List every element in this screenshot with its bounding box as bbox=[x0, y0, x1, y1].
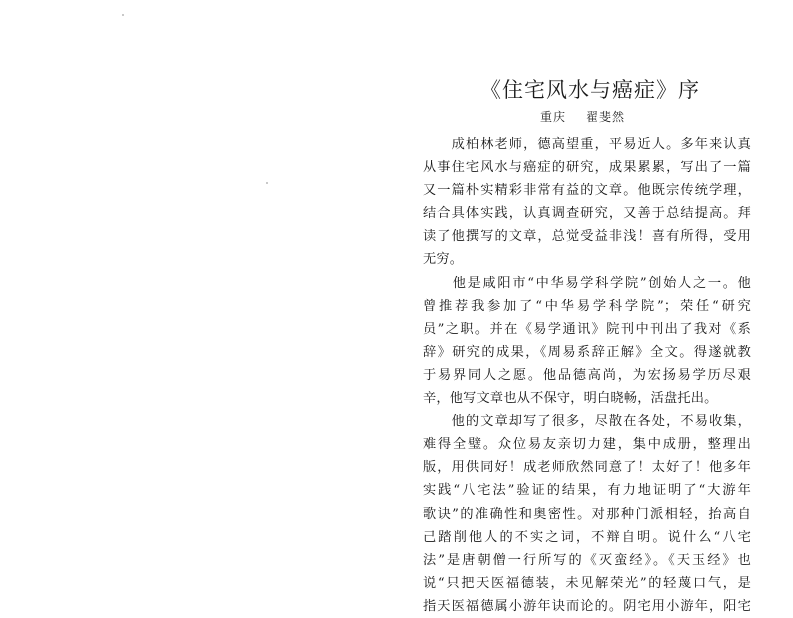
text-line: 结合具体实践，认真调查研究，又善于总结提高。拜 bbox=[423, 206, 751, 222]
text-line: 又一篇朴实精彩非常有益的文章。他既宗传统学理， bbox=[423, 183, 751, 199]
text-line: 成柏林老师，德高望重，平易近人。多年来认真 bbox=[423, 137, 751, 152]
text-line: 辞》研究的成果，《周易系辞正解》全文。得遂就教 bbox=[423, 344, 751, 360]
byline-author: 翟斐然 bbox=[586, 110, 626, 124]
text-line: 于易界同人之愿。他品德高尚，为宏扬易学历尽艰 bbox=[423, 367, 751, 383]
scan-speck bbox=[266, 182, 268, 184]
preface-body bbox=[423, 133, 751, 618]
text-line: 员”之职。并在《易学通讯》院刊中刊出了我对《系 bbox=[423, 321, 751, 337]
scan-speck bbox=[122, 14, 124, 16]
byline-place: 重庆 bbox=[540, 110, 567, 124]
text-line: 法”是唐朝僧一行所写的《灭蛮经》。《天玉经》也 bbox=[423, 552, 751, 568]
text-line: 读了他撰写的文章，总觉受益非浅！喜有所得，受用 bbox=[423, 229, 751, 245]
text-line: 辛，他写文章也从不保守，明白晓畅，活盘托出。 bbox=[423, 391, 718, 407]
text-line: 从事住宅风水与癌症的研究，成果累累，写出了一篇 bbox=[423, 160, 751, 176]
text-line: 己踏削他人的不实之词，不辩自明。说什么“八宅 bbox=[423, 529, 751, 545]
text-line: 他的文章却写了很多，尽散在各处，不易收集， bbox=[423, 414, 751, 430]
text-line: 实践“八宅法”验证的结果，有力地证明了“大游年 bbox=[423, 483, 751, 499]
preface-title: 《住宅风水与癌症》序 bbox=[480, 78, 700, 102]
text-line: 歌诀”的准确性和奥密性。对那种门派相轻，抬高自 bbox=[423, 506, 751, 522]
text-line: 无穷。 bbox=[423, 252, 464, 268]
left-page-blank bbox=[0, 0, 400, 578]
text-line: 难得全璧。众位易友亲切力建，集中成册，整理出 bbox=[423, 437, 751, 453]
text-line: 说“只把天医福德装，未见解荣光”的轻蔑口气，是 bbox=[423, 575, 751, 591]
byline bbox=[540, 108, 625, 125]
text-line: 曾推荐我参加了“中华易学科学院”；荣任“研究 bbox=[423, 298, 751, 314]
text-line: 指天医福德属小游年诀而论的。阴宅用小游年，阳宅 bbox=[423, 598, 751, 614]
text-line: 版，用供同好！成老师欣然同意了！太好了！他多年 bbox=[423, 460, 751, 476]
text-line: 他是咸阳市“中华易学科学院”创始人之一。他 bbox=[423, 275, 751, 291]
